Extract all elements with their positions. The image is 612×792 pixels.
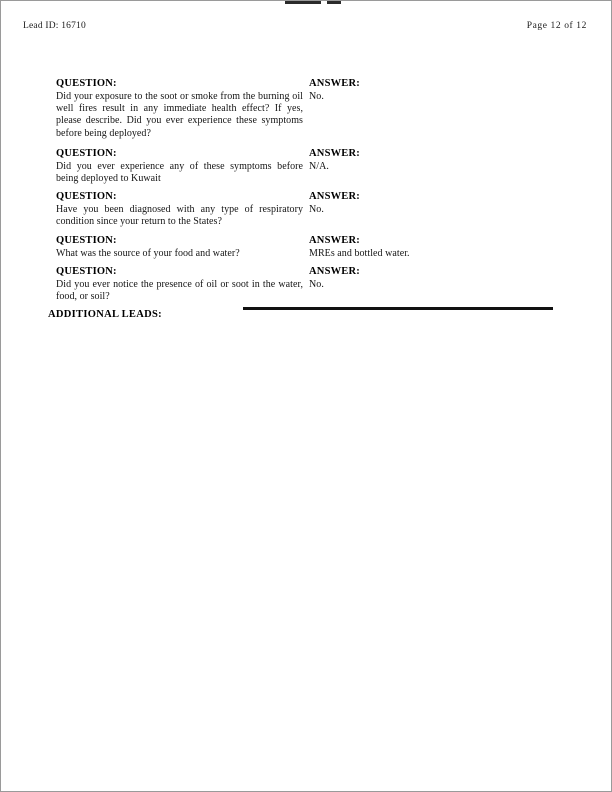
question-text: Did you ever experience any of these symptoms before being deployed to Kuwait (56, 160, 303, 185)
answer-column (309, 234, 549, 260)
question-text: What was the source of your food and water? (56, 247, 240, 259)
answer-column (309, 147, 549, 173)
answer-column (309, 77, 549, 103)
question-label: QUESTION: (56, 265, 117, 277)
question-column (56, 265, 303, 303)
qa-item (56, 190, 558, 228)
page-number-text: Page 12 of 12 (526, 21, 587, 31)
question-label: QUESTION: (56, 147, 117, 159)
question-text: Did you ever notice the presence of oil or soot in the water, food, or soil? (56, 278, 303, 303)
answer-label: ANSWER: (309, 147, 360, 159)
answer-label: ANSWER: (309, 234, 360, 246)
question-column (56, 77, 303, 140)
top-tick-mark-right (327, 1, 341, 4)
question-label: QUESTION: (56, 78, 117, 89)
spacer (56, 140, 558, 147)
answer-text: N/A. (309, 160, 329, 172)
answer-column (309, 265, 549, 291)
qa-item (56, 77, 558, 140)
question-column (56, 147, 303, 185)
answer-text: No. (309, 278, 324, 290)
additional-leads-label: ADDITIONAL LEADS: (48, 309, 162, 320)
page-header (1, 21, 612, 37)
question-column (56, 190, 303, 228)
answer-label: ANSWER: (309, 78, 360, 89)
qa-list (56, 77, 558, 303)
answer-text: No. (309, 204, 324, 216)
top-tick-mark-left (285, 1, 321, 4)
qa-item (56, 147, 558, 185)
qa-item (56, 234, 558, 260)
lead-id-text: Lead ID: 16710 (23, 21, 86, 31)
question-text: Have you been diagnosed with any type of respiratory condition since your return to the States? (56, 204, 303, 228)
additional-leads-section (48, 304, 558, 322)
question-text: Did your exposure to the soot or smoke from the burning oil well fires result in any immediate health effect? If yes, please describe. Did you ever experience these symptoms before being deployed? (56, 91, 303, 139)
answer-column (309, 190, 549, 216)
question-label: QUESTION: (56, 191, 117, 203)
qa-item (56, 265, 558, 303)
answer-label: ANSWER: (309, 191, 360, 203)
horizontal-rule (243, 307, 553, 310)
question-label: QUESTION: (56, 234, 117, 246)
question-column (56, 234, 303, 260)
answer-text: No. (309, 91, 324, 102)
answer-label: ANSWER: (309, 265, 360, 277)
answer-text: MREs and bottled water. (309, 247, 410, 259)
